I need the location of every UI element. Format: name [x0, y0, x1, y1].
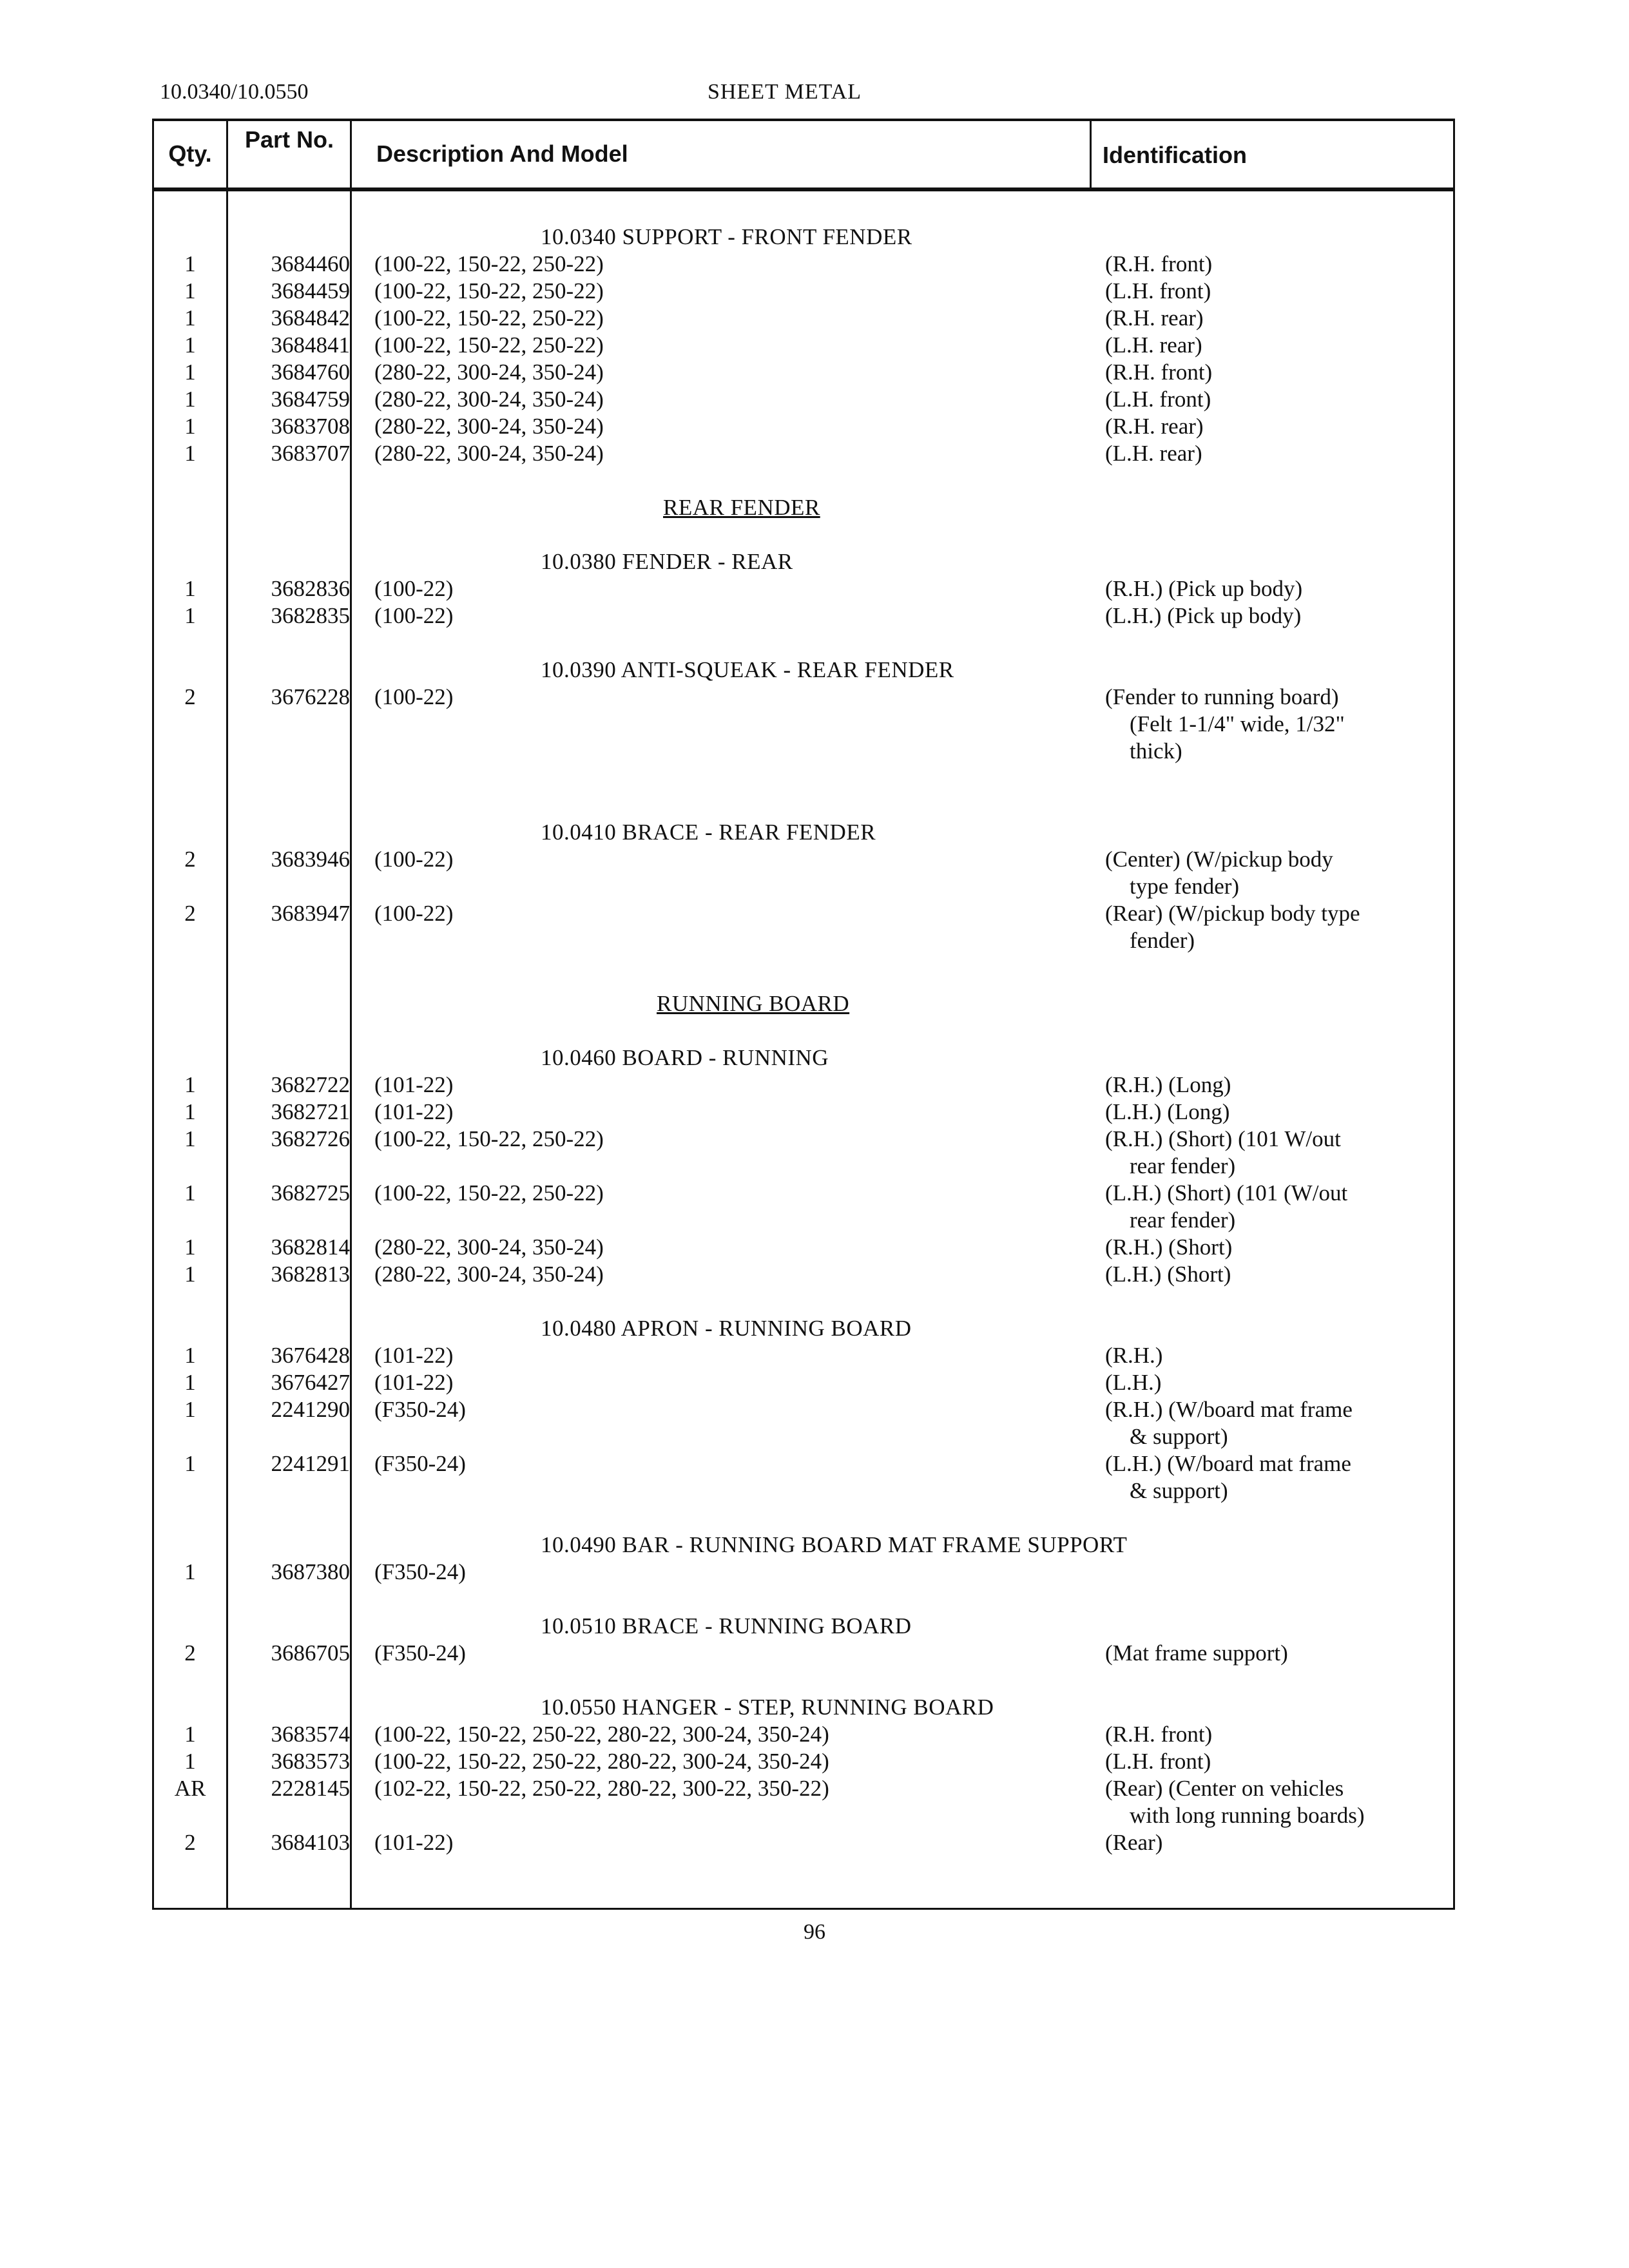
- section-heading: 10.0380 FENDER - REAR: [541, 549, 793, 574]
- page-number: 96: [804, 1920, 825, 1944]
- part-no-header: Part No.: [244, 126, 334, 153]
- parts-table: [152, 119, 1455, 1910]
- identification-header: Identification: [1103, 142, 1247, 168]
- description-header: Description And Model: [376, 140, 628, 167]
- section-heading: 10.0340 SUPPORT - FRONT FENDER: [541, 224, 912, 249]
- section-heading: 10.0460 BOARD - RUNNING: [541, 1045, 829, 1070]
- section-heading: 10.0390 ANTI-SQUEAK - REAR FENDER: [541, 657, 954, 682]
- group-heading: RUNNING BOARD: [657, 991, 850, 1016]
- page-title: SHEET METAL: [708, 80, 862, 104]
- section-heading: 10.0550 HANGER - STEP, RUNNING BOARD: [541, 1695, 994, 1720]
- table-body: 10.0340 SUPPORT - FRONT FENDER 1 3684460 (100-22, 150-22, 250-22) (R.H. front) 1 3684459 (100-22, 150-22, 250-22) (L.H. front) 1 3684842 (100-22, 150-22, 250-22) (R.H. rear) 1 3684841 (100-22, 150-22, 250-22) (L.H. rear) 1 3684760 (280-22, 300-24, 350-24) (R.H. front) 1 3684759 (280-22, 300-24, 350-24) (L.H. front) 1 3683708 (280-22, 300-24, 350-24) (R.H. rear) 1 3683707 (280-22, 300-24, 350-24) (L.H. rear) REAR FENDER 10.0380 FENDER - REAR 1 3682836 (100-22) (R.H.) (Pick up body) 1 3682835 (100-22) (L.H.) (Pick up body) 10.0390 ANTI-SQUEAK - REAR FENDER 2 3676228 (100-22) (Fender to running board) (Felt 1-1/4" wide, 1/32" thick) 10.0410 BRACE - REAR FENDER 2 3683946 (100-22) (Center) (W/pickup body type fender) 2 3683947 (100-22) (Rear) (W/pickup body type fender) RUNNING BOARD 10.0460 BOARD - RUNNING 1 3682722 (101-22) (R.H.) (Long) 1 3682721 (101-22) (L.H.) (Long) 1 3682726 (100-22, 150-22, 250-22) (R.H.) (Short) (101 W/out rear fender) 1 3682725 (100-22, 150-22, 250-22) (L.H.) (Short) (101 (W/out rear fender) 1 3682814 (280-22, 300-24, 350-24) (R.H.) (Short) 1 3682813 (280-22, 300-24, 350-24) (L.H.) (Short) 10.0480 APRON - RUNNING BOARD 1 3676428 (101-22) (R.H.) 1 3676427 (101-22) (L.H.) 1 2241290 (F350-24) (R.H.) (W/board mat frame & support) 1 2241291 (F350-24) (L.H.) (W/board mat frame & support) 10.0490 BAR - RUNNING BOARD MAT FRAME SUPPORT 1 3687380 (F350-24) 10.0510 BRACE - RUNNING BOARD 2 3686705 (F350-24) (Mat frame support) 10.0550 HANGER - STEP, RUNNING BOARD 1 3683574 (100-22, 150-22, 250-22, 280-22, 300-24, 350-24) (R.H. front) 1 3683573 (100-22, 150-22, 250-22, 280-22, 300-24, 350-24) (L.H. front) AR 2228145 (102-22, 150-22, 250-22, 280-22, 300-22, 350-22) (Rear) (Center on vehicles with long running boards) 2 3684103 (101-22) (Rear): [174, 224, 1365, 1855]
- section-heading: 10.0410 BRACE - REAR FENDER: [541, 820, 876, 845]
- desc-column-divider: [1090, 121, 1092, 189]
- section-heading: 10.0480 APRON - RUNNING BOARD: [541, 1316, 912, 1341]
- qty-header: Qty.: [168, 140, 212, 167]
- section-heading: 10.0490 BAR - RUNNING BOARD MAT FRAME SUPPORT: [541, 1532, 1128, 1557]
- page-header: [160, 80, 1455, 112]
- section-reference: 10.0340/10.0550: [160, 80, 309, 104]
- group-heading: REAR FENDER: [663, 495, 820, 520]
- section-heading: 10.0510 BRACE - RUNNING BOARD: [541, 1613, 912, 1639]
